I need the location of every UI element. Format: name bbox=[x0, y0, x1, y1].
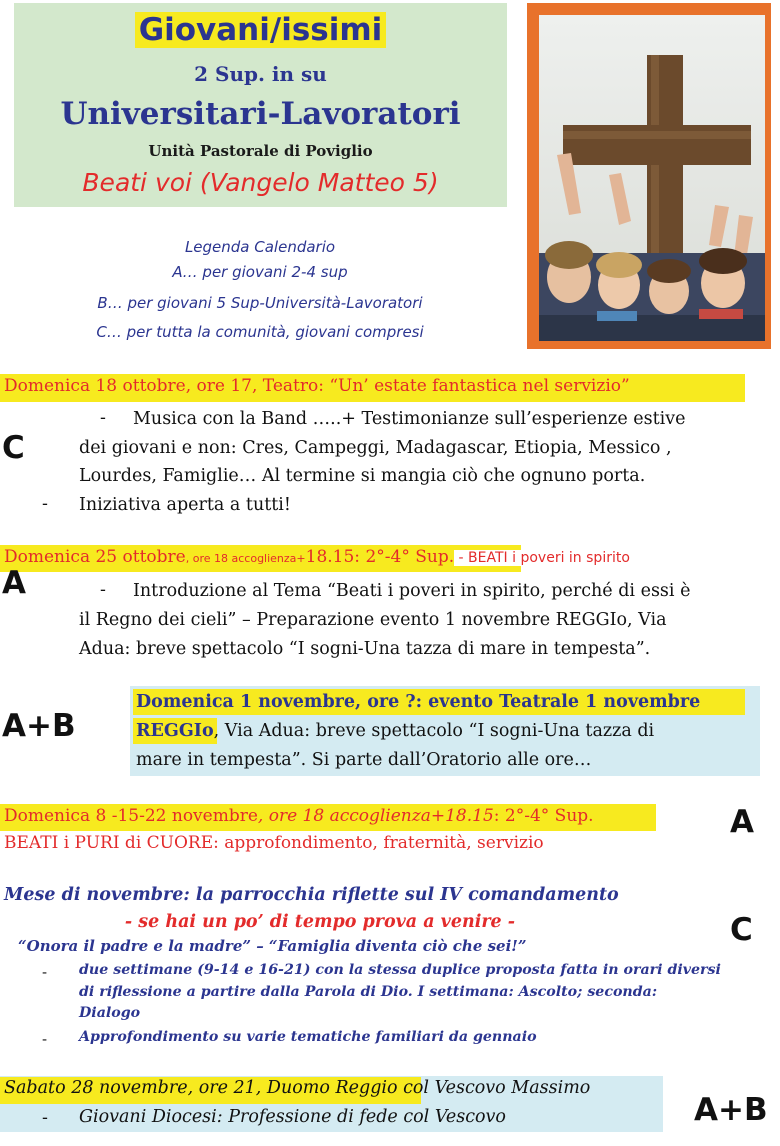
legend-heading: Legenda Calendario bbox=[184, 238, 336, 256]
event2-beatitude: - BEATI i poveri in spirito bbox=[454, 550, 630, 566]
event1-bullet2: - bbox=[42, 494, 48, 514]
event6-date bbox=[4, 1078, 590, 1098]
event3-title: Domenica 1 novembre, ore ?: evento Teatrale 1 novembre bbox=[136, 692, 701, 712]
event5-quote: “Onora il padre e la madre” – “Famiglia diventa ciò che sei!” bbox=[18, 937, 527, 955]
event5-subheading: - se hai un po’ di tempo prova a venire - bbox=[124, 912, 516, 932]
event1-bullet1: - bbox=[100, 408, 106, 428]
event6-line1: Giovani Diocesi: Professione di fede col Vescovo bbox=[79, 1107, 506, 1127]
event1-line3: Lourdes, Famiglie… Al termine si mangia ciò che ognuno porta. bbox=[79, 466, 646, 486]
event5-heading: Mese di novembre: la parrocchia riflette sul IV comandamento bbox=[4, 885, 619, 905]
event3-line1-rest: , Via Adua: breve spettacolo “I sogni-Una tazza di bbox=[213, 721, 655, 741]
event2-date-dot: . bbox=[448, 547, 455, 567]
event6-letter: A+B bbox=[694, 1092, 768, 1128]
cross-photo-image bbox=[539, 15, 765, 341]
event2-letter: A bbox=[2, 565, 26, 601]
event2-line3: Adua: breve spettacolo “I sogni-Una tazza di mare in tempesta”. bbox=[79, 639, 651, 659]
event3-letter: A+B bbox=[2, 708, 76, 744]
event1-line1: Musica con la Band …..+ Testimonianze sull’esperienze estive bbox=[133, 409, 686, 429]
legend-b: B… per giovani 5 Sup-Università-Lavoratori bbox=[97, 294, 423, 312]
event5-b2: Approfondimento su varie tematiche familiari da gennaio bbox=[79, 1029, 537, 1045]
event5-bullet1: - bbox=[42, 963, 48, 981]
event1-line2: dei giovani e non: Cres, Campeggi, Madagascar, Etiopia, Messico , bbox=[79, 438, 672, 458]
event5-b1-line2: di riflessione a partire dalla Parola di Dio. I settimana: Ascolto; seconda: bbox=[79, 984, 658, 1000]
event3-line1 bbox=[136, 717, 654, 745]
event5-b1-line3: Dialogo bbox=[79, 1005, 141, 1021]
event5-b1-line1: due settimane (9-14 e 16-21) con la stessa duplice proposta fatta in orari diversi bbox=[79, 962, 721, 978]
page-title-main: Universitari-Lavoratori bbox=[60, 96, 461, 132]
cross-photo bbox=[539, 15, 765, 341]
event4-date-time: , ore 18 accoglienza+18.15 bbox=[257, 806, 494, 826]
event6-date-rest: col Vescovo Massimo bbox=[397, 1078, 591, 1098]
pastoral-unit: Unità Pastorale di Poviglio bbox=[148, 142, 373, 160]
event4-beatitude: BEATI i PURI di CUORE: approfondimento, fraternità, servizio bbox=[4, 833, 544, 853]
event1-date: Domenica 18 ottobre, ore 17, Teatro: “Un’ estate fantastica nel servizio” bbox=[4, 376, 630, 396]
event4-date-group: : 2°-4° Sup. bbox=[493, 806, 594, 826]
event4-letter: A bbox=[730, 804, 754, 840]
event4-date-days: Domenica 8 -15-22 novembre bbox=[4, 806, 258, 826]
event4-date bbox=[4, 806, 594, 826]
motto: Beati voi (Vangelo Matteo 5) bbox=[82, 168, 439, 197]
event3-city: REGGIo bbox=[136, 721, 214, 741]
event5-letter: C bbox=[730, 912, 753, 948]
page-subtitle: 2 Sup. in su bbox=[194, 62, 327, 86]
event1-letter: C bbox=[2, 430, 25, 466]
event2-date bbox=[4, 547, 630, 567]
event2-line1: Introduzione al Tema “Beati i poveri in spirito, perché di essi è bbox=[133, 581, 691, 601]
legend-a: A… per giovani 2-4 sup bbox=[172, 263, 348, 281]
legend-c: C… per tutta la comunità, giovani compresi bbox=[96, 323, 424, 341]
page-title: Giovani/issimi bbox=[14, 12, 507, 48]
event5-bullet2: - bbox=[42, 1030, 48, 1048]
event6-date-main: Sabato 28 novembre, ore 21, Duomo Reggio bbox=[4, 1078, 398, 1098]
event1-line4: Iniziativa aperta a tutti! bbox=[79, 495, 291, 515]
event6-bullet: - bbox=[42, 1108, 48, 1128]
event2-date-group: 18.15: 2°-4° Sup bbox=[305, 547, 449, 567]
event2-date-day: Domenica 25 ottobre bbox=[4, 547, 186, 567]
event2-bullet: - bbox=[100, 580, 106, 600]
event2-date-time: , ore 18 accoglienza+ bbox=[185, 552, 306, 565]
event2-line2: il Regno dei cieli” – Preparazione evento 1 novembre REGGIo, Via bbox=[79, 610, 667, 630]
event3-line2: mare in tempesta”. Si parte dall’Oratorio alle ore… bbox=[136, 750, 592, 770]
